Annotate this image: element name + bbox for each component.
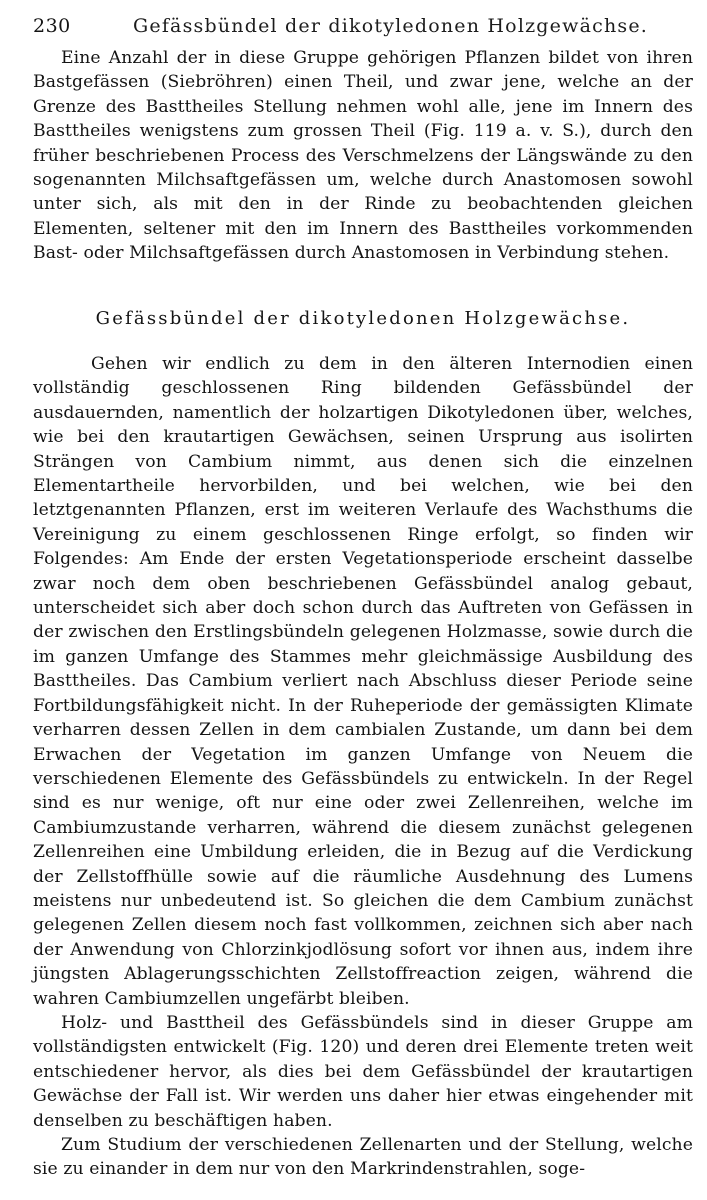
intro-text-block: [33, 46, 693, 266]
running-head: Gefässbündel der dikotyledonen Holzgewächse.: [133, 15, 649, 37]
body-paragraph: Holz- und Basttheil des Gefässbündels sind in dieser Gruppe am vollständigsten entwickelt (Fig. 120) und deren drei Elemente treten weit entschiedener hervor, als dies bei dem Gefässbündel der krautartigen Gewächse der Fall ist. Wir werden uns daher hier etwas eingehender mit denselben zu beschäftigen haben.: [33, 1012, 693, 1131]
body-paragraph: Gehen wir endlich zu dem in den älteren Internodien einen vollständig geschlossenen Ring bildenden Gefässbündel der ausdauernden, namentlich der holzartigen Dikotyledonen über, welches, wie bei den krautartigen Gewächsen, seinen Ursprung aus isolirten Strängen von Cambium nimmt, aus denen sich die einzelnen Elementartheile hervorbilden, und bei welchen, wie bei den letztgenannten Pflanzen, erst im weiteren Verlaufe des Wachsthums die Vereinigung zu einem geschlossenen Ringe erfolgt, so finden wir Folgendes: Am Ende der ersten Vegetationsperiode erscheint dasselbe zwar noch dem oben beschriebenen Gefässbündel analog gebaut, unterscheidet sich aber doch schon durch das Auftreten von Gefässen in der zwischen den Erstlingsbündeln gelegenen Holzmasse, sowie durch die im ganzen Umfange des Stammes mehr gleichmässige Ausbildung des Basttheiles. Das Cambium verliert nach Abschluss dieser Periode seine Fortbildungsfähigkeit nicht. In der Ruheperiode der gemässigten Klimate verharren dessen Zellen in dem cambialen Zustande, um dann bei dem Erwachen der Vegetation im ganzen Umfange von Neuem die verschiedenen Elemente des Gefässbündels zu entwickeln. In der Regel sind es nur wenige, oft nur eine oder zwei Zellenreihen, welche im Cambiumzustande verharren, während die diesem zunächst gelegenen Zellenreihen eine Umbildung erleiden, die in Bezug auf die Verdickung der Zellstoffhülle sowie auf die räumliche Ausdehnung des Lumens meistens nur unbedeutend ist. So gleichen die dem Cambium zunächst gelegenen Zellen diesem noch fast vollkommen, zeichnen sich aber nach der Anwendung von Chlorzinkjodlösung sofort vor ihnen aus, indem ihre jüngsten Ablagerungsschichten Zellstoffreaction zeigen, während die wahren Cambiumzellen ungefärbt bleiben.: [33, 354, 693, 1009]
body-paragraph: Zum Studium der verschiedenen Zellenarten und der Stellung, welche sie zu einander in dem nur von den Markrindenstrahlen, soge-: [33, 1135, 693, 1180]
page-header: [33, 12, 673, 40]
main-text-block: [33, 352, 693, 1182]
intro-paragraph: Eine Anzahl der in diese Gruppe gehörigen Pflanzen bildet von ihren Bastgefässen (Siebröhren) einen Theil, und zwar jene, welche an der Grenze des Basttheiles Stellung nehmen wohl alle, jene im Innern des Basttheiles wenigstens zum grossen Theil (Fig. 119 a. v. S.), durch den früher beschriebenen Process des Verschmelzens der Längswände zu den sogenannten Milchsaftgefässen um, welche durch Anastomosen sowohl unter sich, als mit den in der Rinde zu beobachtenden gleichen Elementen, seltener mit den im Innern des Basttheiles vorkommenden Bast- oder Milchsaftgefässen durch Anastomosen in Verbindung stehen.: [33, 48, 693, 264]
page-number: 230: [33, 15, 71, 37]
section-heading: Gefässbündel der dikotyledonen Holzgewächse.: [95, 308, 631, 329]
